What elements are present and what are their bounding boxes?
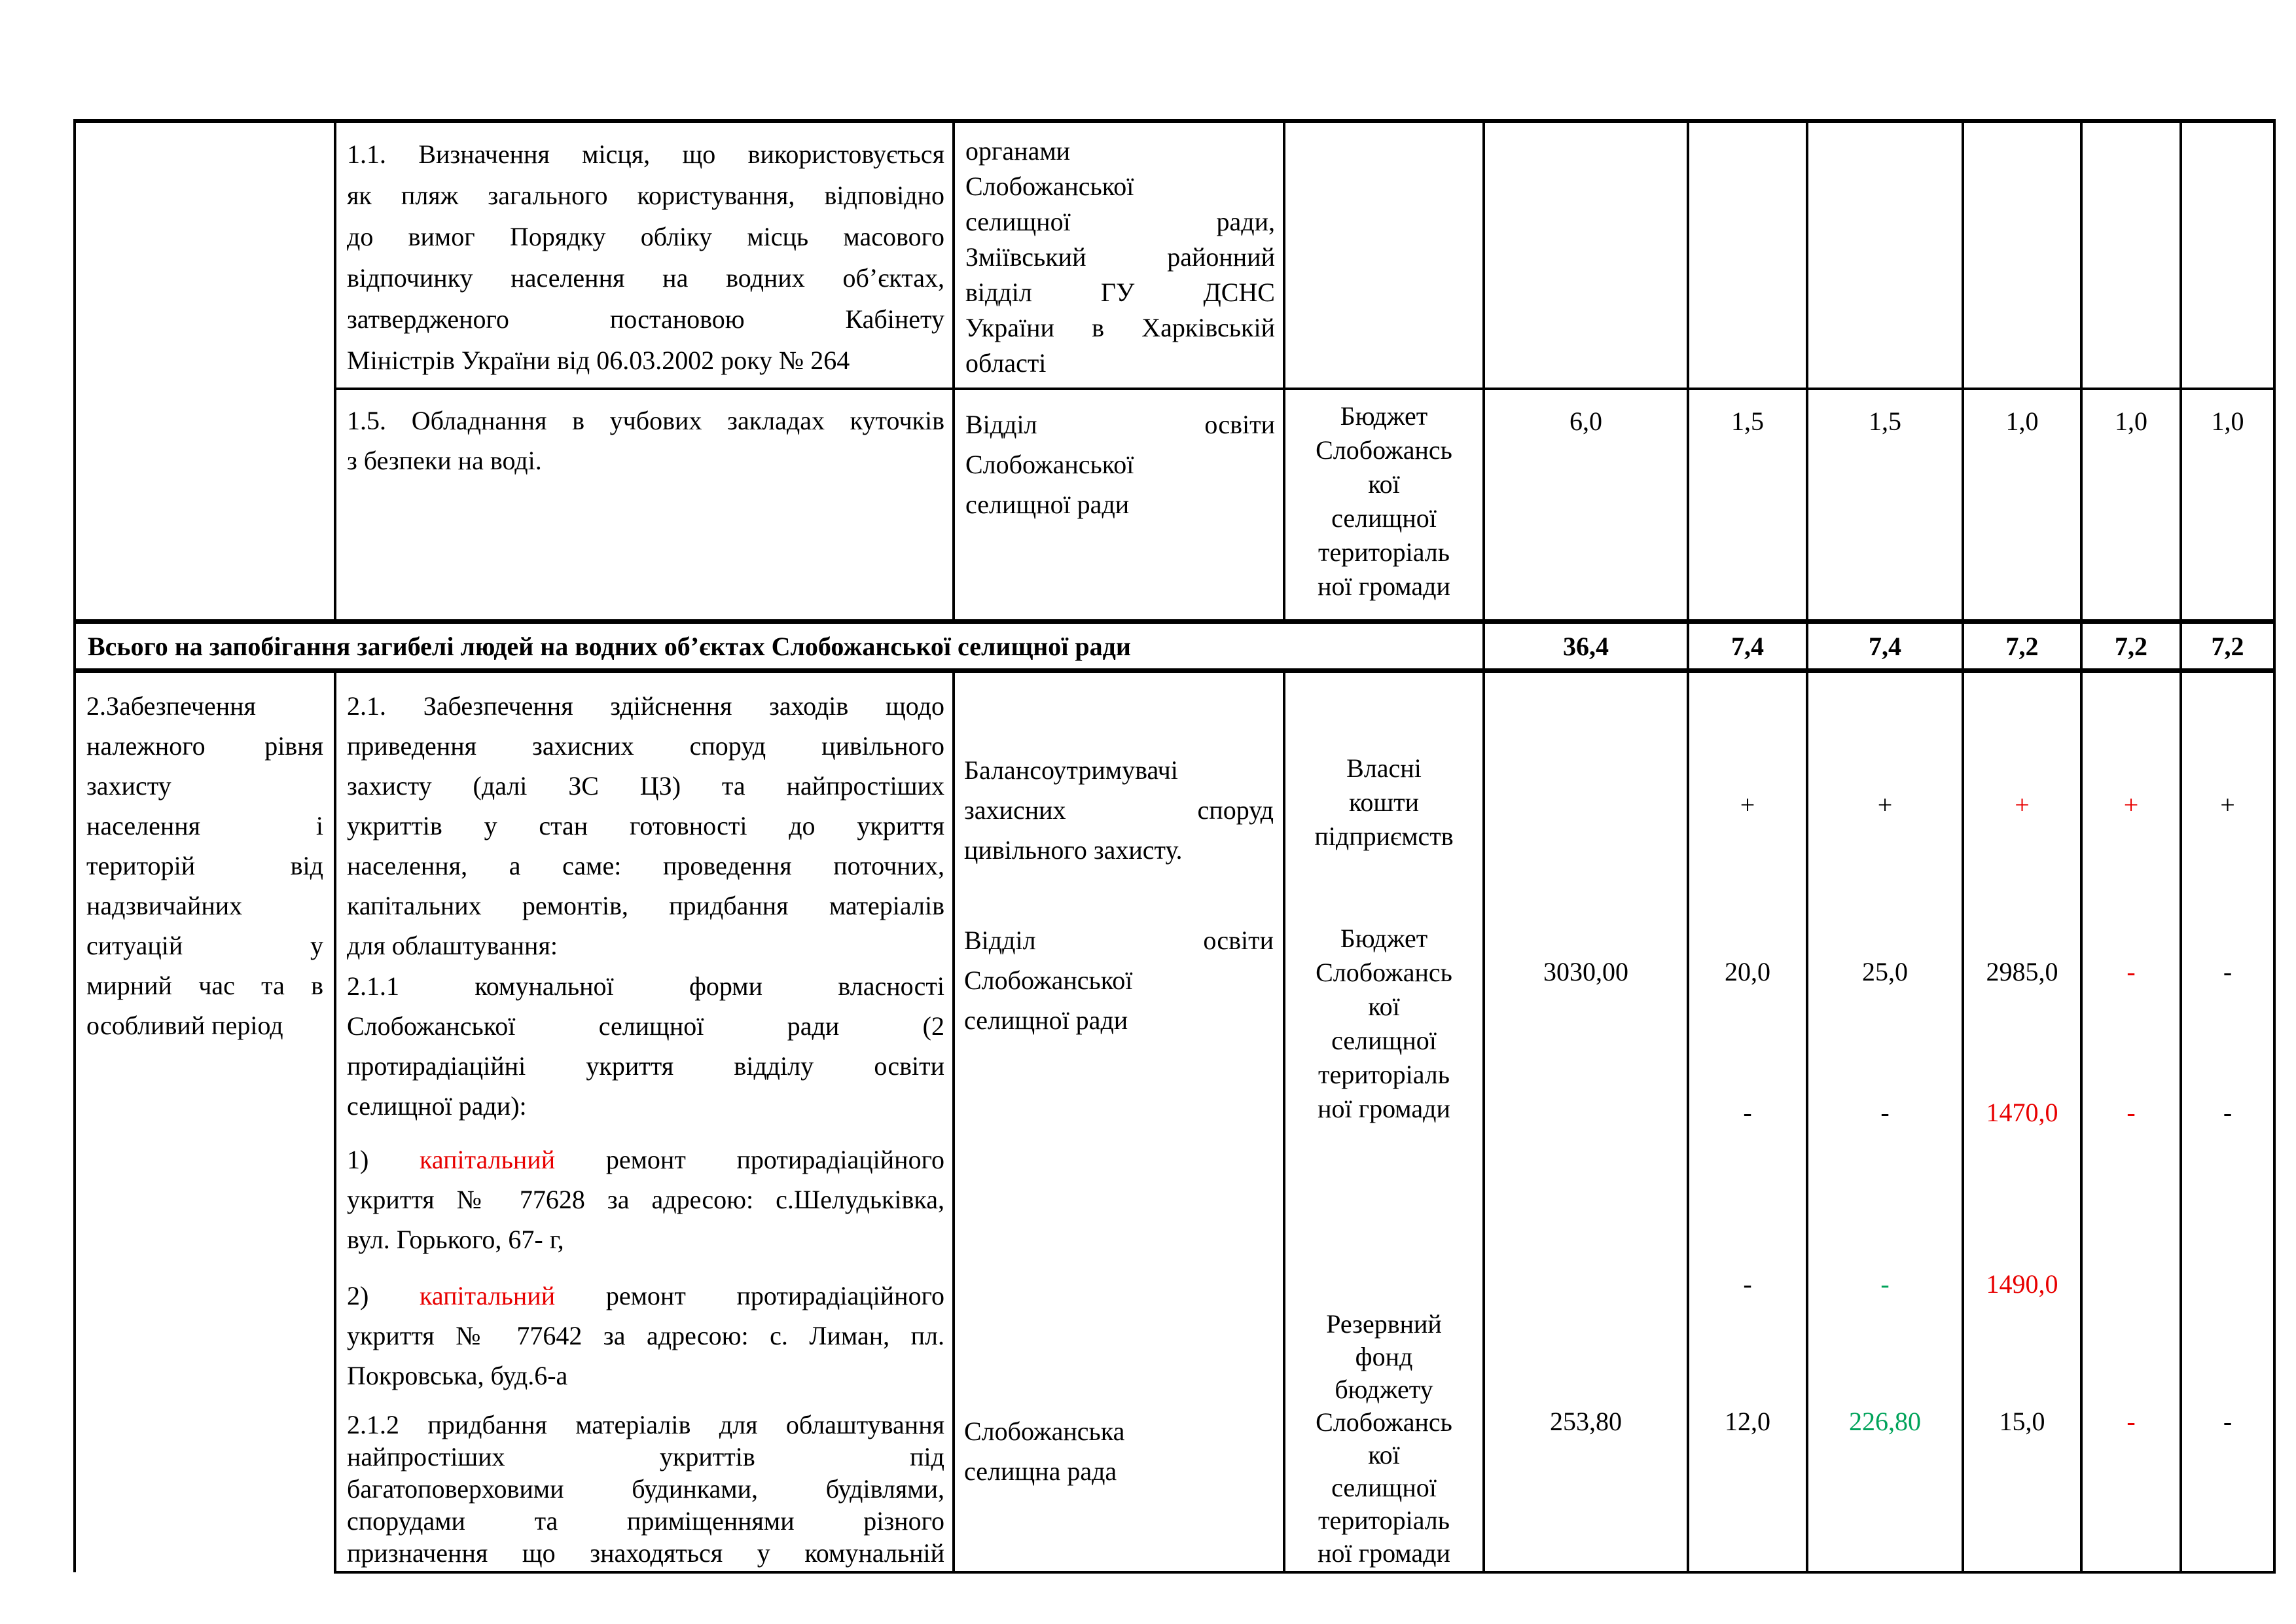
program-measures-table: [73, 119, 2276, 1574]
value-alloc-y2: 25,0: [1862, 957, 1908, 986]
value-reserve-y5: -: [2223, 1407, 2233, 1436]
cell-measure-1-5: [335, 389, 954, 622]
value-dash1-y4: -: [2126, 1098, 2136, 1127]
value-alloc-y4: -: [2126, 957, 2136, 986]
cell-value-1-5-y5: 1,0: [2181, 389, 2274, 622]
executor-1-1-text: органами Слобожанської селищної ради, Зміївський районний відділ ГУ ДСНС України в Харківській області: [965, 136, 1275, 378]
value-dash1-y1: -: [1743, 1098, 1752, 1127]
executor-1-5-text: Відділ освіти Слобожанської селищної ради: [965, 410, 1275, 519]
total-value-y4: 7,2: [2081, 622, 2181, 671]
cell-values-2-y4: [2081, 671, 2181, 1573]
cell-funding-2: [1284, 671, 1484, 1573]
value-dash1-y2: -: [1880, 1098, 1890, 1127]
value-dash2-y2: -: [1880, 1269, 1890, 1299]
value-alloc-y1: 20,0: [1725, 957, 1770, 986]
value-alloc-total: 3030,00: [1543, 957, 1628, 986]
cell-value-empty-2: [1688, 121, 1807, 389]
cell-value-1-5-y4: 1,0: [2081, 389, 2181, 622]
item-2-text: ремонт протирадіаційного: [555, 1281, 944, 1310]
cell-values-2-total: [1484, 671, 1688, 1573]
measure-item-1: [347, 1140, 944, 1259]
value-plus-y3: +: [2015, 790, 2030, 820]
value-alloc-y5: -: [2223, 957, 2233, 986]
funding-own-funds: Власні кошти підприємств: [1314, 753, 1454, 851]
funding-budget: Бюджет Слобожансь кої селищної територіаль ної громади: [1316, 924, 1452, 1123]
cell-funding-1-5: [1284, 389, 1484, 622]
value-plus-y5: +: [2220, 790, 2235, 820]
value-reserve-total: 253,80: [1550, 1407, 1622, 1436]
value-dash1-y3: 1470,0: [1986, 1098, 2058, 1127]
funding-reserve-fund: Резервний фонд бюджету Слобожансь кої селищної територіаль ної громади: [1316, 1309, 1452, 1568]
total-value-y2: 7,4: [1807, 622, 1963, 671]
executor-settlement-council: Слобожанська селищна рада: [964, 1416, 1125, 1486]
value-alloc-y3: 2985,0: [1986, 957, 2058, 986]
value-plus-y2: +: [1877, 790, 1893, 820]
funding-1-5-text: Бюджет Слобожансь кої селищної територіаль ної громади: [1316, 401, 1452, 601]
item-1-text: ремонт протирадіаційного: [555, 1145, 944, 1174]
row-measure-1-5: [75, 389, 2274, 622]
cell-value-1-5-y2: 1,5: [1807, 389, 1963, 622]
cell-category-empty: [75, 121, 335, 622]
measure-2-1-2-text: 2.1.2 придбання матеріалів для облаштування найпростіших укриттів під багатоповерховими будинками, будівлями, спорудами та приміщеннями різного призначення що знаходяться у комунальній: [347, 1410, 944, 1568]
measure-1-1-text: 1.1. Визначення місця, що використовується як пляж загального користування, відповідно до вимог Порядку обліку місць масового відпочинку населення на водних об’єктах, затвердженого постановою Кабінету Міністрів України від 06.03.2002 року № 264: [347, 139, 944, 375]
value-plus-y4: +: [2123, 790, 2139, 820]
measure-1-5-text: 1.5. Обладнання в учбових закладах куточків з безпеки на воді.: [347, 406, 944, 475]
cell-category-2: [75, 671, 335, 1573]
cell-value-empty-5: [2081, 121, 2181, 389]
row-measure-1-1: [75, 121, 2274, 389]
cell-values-2-y1: [1688, 671, 1807, 1573]
cell-value-empty-6: [2181, 121, 2274, 389]
cell-measures-2-1: [335, 671, 954, 1573]
cell-values-2-y3: [1963, 671, 2081, 1573]
cell-value-empty-1: [1484, 121, 1688, 389]
total-value-y1: 7,4: [1688, 622, 1807, 671]
cell-executor-1-5: [954, 389, 1284, 622]
value-reserve-y3: 15,0: [1999, 1407, 2045, 1436]
row-total: [75, 622, 2274, 671]
value-reserve-y4: -: [2126, 1407, 2136, 1436]
value-dash2-y3: 1490,0: [1986, 1269, 2058, 1299]
cell-value-1-5-y1: 1,5: [1688, 389, 1807, 622]
measure-item-2: [347, 1276, 944, 1396]
total-value-y3: 7,2: [1963, 622, 2081, 671]
item-2-rest: укриття № 77642 за адресою: с. Лиман, пл. Покровська, буд.6-а: [347, 1321, 944, 1390]
cell-executor-1-1: [954, 121, 1284, 389]
cell-funding-1-1-empty: [1284, 121, 1484, 389]
executor-education-dept: Відділ освіти Слобожанської селищної ради: [964, 926, 1274, 1035]
item-2-highlight: капітальний: [420, 1281, 556, 1310]
measure-2-1-text: 2.1. Забезпечення здійснення заходів щодо приведення захисних споруд цивільного захисту (далі ЗС ЦЗ) та найпростіших укриттів у стан готовності до укриття населення, а саме: проведення поточних, капітальних ремонтів, придбання матеріалів для облаштування:: [347, 691, 944, 960]
row-section-2: [75, 671, 2274, 1573]
category-2-text: 2.Забезпечення належного рівня захисту населення і територій від надзвичайних ситуацій у мирний час та в особливий період: [86, 691, 323, 1040]
measure-2-1-1-text: 2.1.1 комунальної форми власності Слобожанської селищної ради (2 протирадіаційні укриття відділу освіти селищної ради):: [347, 971, 944, 1121]
total-value-y5: 7,2: [2181, 622, 2274, 671]
cell-values-2-y2: [1807, 671, 1963, 1573]
value-dash1-y5: -: [2223, 1098, 2233, 1127]
cell-value-1-5-y3: 1,0: [1963, 389, 2081, 622]
total-value-total: 36,4: [1484, 622, 1688, 671]
item-1-rest: укриття № 77628 за адресою: с.Шелудьківка, вул. Горького, 67- г,: [347, 1185, 944, 1254]
cell-value-1-5-total: 6,0: [1484, 389, 1688, 622]
item-1-highlight: капітальний: [420, 1145, 556, 1174]
item-1-number: 1): [347, 1145, 420, 1174]
cell-value-empty-4: [1963, 121, 2081, 389]
value-dash2-y1: -: [1743, 1269, 1752, 1299]
value-reserve-y1: 12,0: [1725, 1407, 1770, 1436]
executor-balance-holders: Балансоутримувачі захисних споруд цивільного захисту.: [964, 755, 1274, 865]
total-row-label: Всього на запобігання загибелі людей на водних об’єктах Слобожанської селищної ради: [75, 622, 1484, 671]
cell-values-2-y5: [2181, 671, 2274, 1573]
cell-value-empty-3: [1807, 121, 1963, 389]
value-plus-y1: +: [1740, 790, 1755, 820]
cell-executors-2: [954, 671, 1284, 1573]
item-2-number: 2): [347, 1281, 420, 1310]
value-reserve-y2: 226,80: [1849, 1407, 1921, 1436]
cell-measure-1-1: [335, 121, 954, 389]
